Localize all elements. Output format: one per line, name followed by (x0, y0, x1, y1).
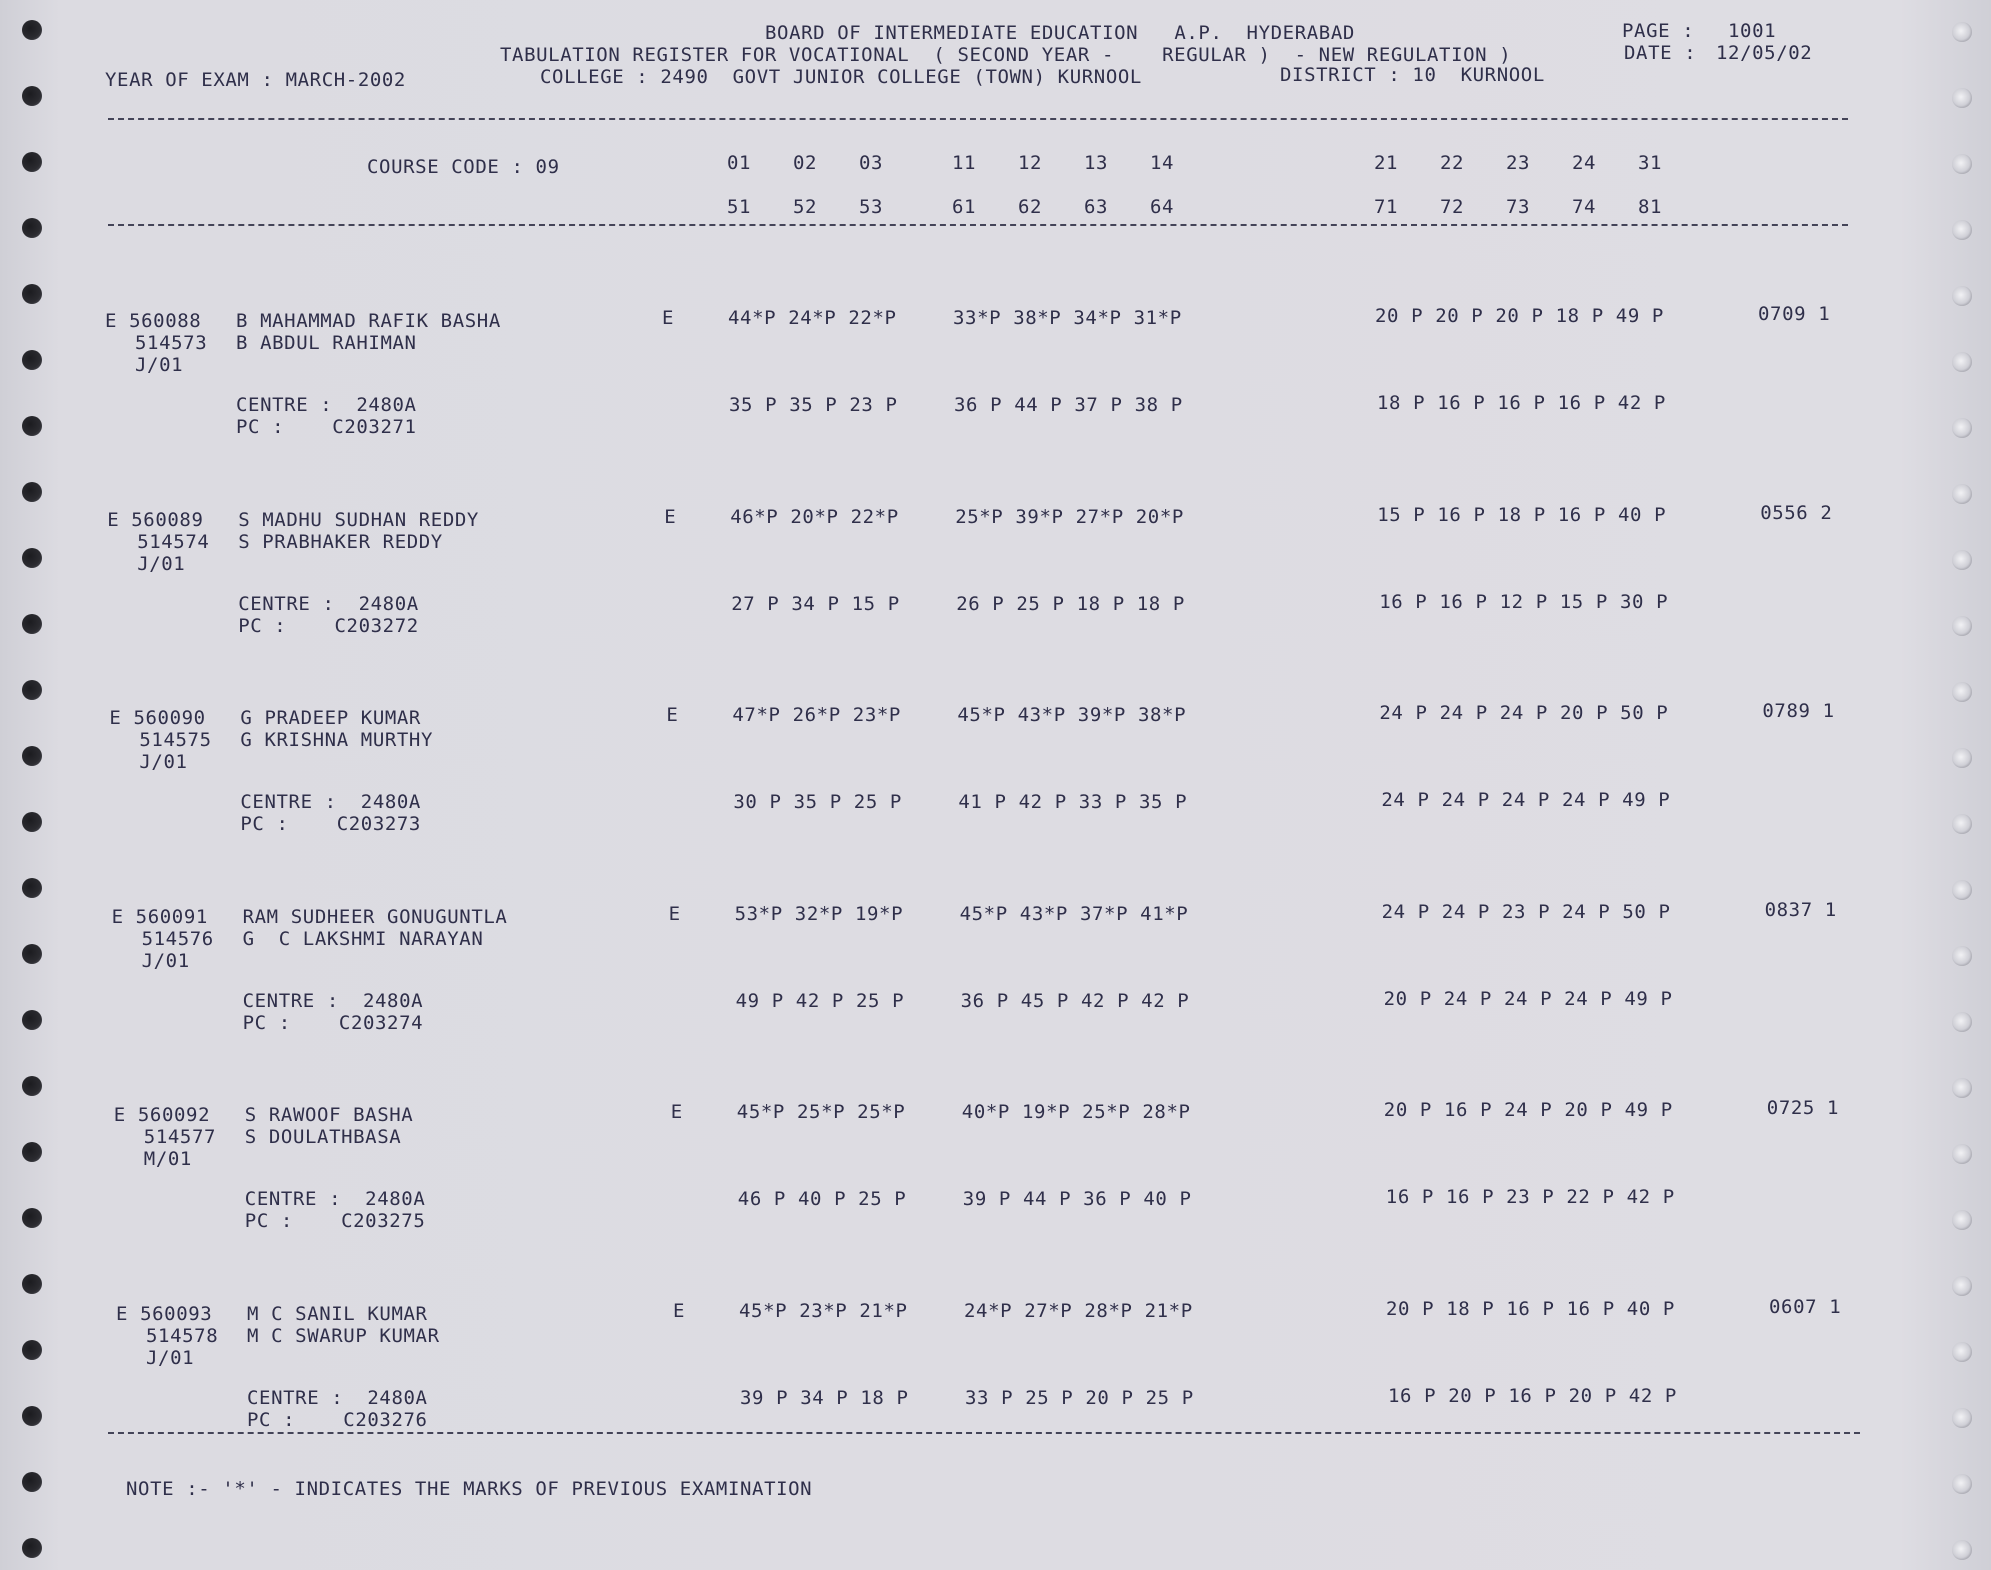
date-label: DATE : (1624, 42, 1697, 64)
subject-code: 61 (952, 196, 977, 218)
marks-part1-group-a: 53*P 32*P 19*P (734, 902, 904, 925)
pc-number: PC : C203274 (242, 1011, 424, 1034)
student-name: S MADHU SUDHAN REDDY (238, 508, 479, 531)
grand-total-and-result: 0607 1 (1769, 1295, 1842, 1318)
father-name: S DOULATHBASA (244, 1126, 402, 1148)
marks-part1-group-a: 44*P 24*P 22*P (728, 307, 897, 329)
subject-code: 31 (1638, 152, 1663, 174)
student-record (0, 1295, 1991, 1503)
subject-code: 52 (793, 196, 818, 218)
marks-part1-group-a: 47*P 26*P 23*P (732, 704, 901, 726)
header-divider-top (108, 118, 1848, 120)
feed-hole (1952, 22, 1972, 42)
feed-hole (22, 152, 42, 172)
group-code: J/01 (146, 1346, 195, 1369)
marks-part2-group-a: 46 P 40 P 25 P (737, 1188, 907, 1210)
subject-code: 81 (1638, 196, 1663, 218)
marks-part1-group-c: 20 P 20 P 20 P 18 P 49 P (1375, 305, 1664, 327)
marks-part1-group-a: 45*P 25*P 25*P (736, 1101, 906, 1123)
marks-part1-group-a: 46*P 20*P 22*P (730, 505, 899, 528)
pc-number: PC : C203273 (240, 813, 421, 835)
registration-number: E 560091 (111, 905, 208, 928)
student-record (0, 700, 1991, 907)
marks-part2-group-c: 16 P 20 P 16 P 20 P 42 P (1388, 1384, 1677, 1407)
marks-part1-group-c: 24 P 24 P 24 P 20 P 50 P (1379, 702, 1669, 724)
marks-part1-group-b: 24*P 27*P 28*P 21*P (964, 1299, 1193, 1322)
student-record (0, 501, 1991, 709)
registration-number: E 560089 (107, 508, 204, 531)
subject-code: 51 (727, 196, 752, 218)
student-record (0, 1097, 1991, 1304)
board-title: BOARD OF INTERMEDIATE EDUCATION A.P. HYDERABAD (765, 22, 1355, 44)
marks-part1-group-b: 45*P 43*P 39*P 38*P (957, 704, 1187, 726)
exam-centre: CENTRE : 2480A (242, 989, 424, 1012)
feed-hole (22, 20, 42, 40)
subject-code: 02 (793, 152, 818, 174)
student-name: M C SANIL KUMAR (247, 1302, 428, 1325)
subject-code: 73 (1506, 196, 1531, 218)
father-name: G C LAKSHMI NARAYAN (242, 927, 484, 950)
marks-part1-group-c: 15 P 16 P 18 P 16 P 40 P (1377, 503, 1667, 526)
feed-hole (22, 218, 42, 238)
registration-number: E 560093 (116, 1302, 213, 1325)
subject-code: 13 (1084, 152, 1109, 174)
group-code: J/01 (137, 552, 186, 575)
roll-number: 514578 (146, 1324, 219, 1347)
father-name: S PRABHAKER REDDY (238, 530, 443, 553)
feed-hole (22, 284, 42, 304)
marks-part2-group-b: 33 P 25 P 20 P 25 P (965, 1386, 1194, 1409)
student-name: G PRADEEP KUMAR (240, 707, 421, 729)
exam-centre: CENTRE : 2480A (236, 394, 417, 416)
student-name: RAM SUDHEER GONUGUNTLA (242, 905, 508, 928)
medium: E (670, 1101, 683, 1123)
grand-total-and-result: 0725 1 (1766, 1097, 1840, 1119)
page-number: 1001 (1728, 20, 1777, 42)
marks-part2-group-c: 16 P 16 P 12 P 15 P 30 P (1379, 590, 1669, 613)
marks-part1-group-b: 33*P 38*P 34*P 31*P (953, 307, 1182, 329)
college-info: COLLEGE : 2490 GOVT JUNIOR COLLEGE (TOWN) KURNOOL (540, 66, 1142, 88)
roll-number: 514573 (135, 332, 208, 354)
subject-code: 03 (859, 152, 884, 174)
footnote: NOTE :- '*' - INDICATES THE MARKS OF PREVIOUS EXAMINATION (126, 1478, 813, 1500)
subject-code: 24 (1572, 152, 1597, 174)
feed-hole (1952, 88, 1972, 108)
marks-part2-group-a: 49 P 42 P 25 P (735, 989, 905, 1012)
marks-part2-group-b: 41 P 42 P 33 P 35 P (958, 791, 1188, 813)
subject-code: 01 (727, 152, 752, 174)
exam-centre: CENTRE : 2480A (238, 592, 419, 615)
marks-part2-group-a: 35 P 35 P 23 P (729, 394, 898, 416)
marks-part1-group-b: 25*P 39*P 27*P 20*P (955, 505, 1184, 528)
registration-number: E 560092 (113, 1104, 211, 1126)
feed-hole (1952, 286, 1972, 306)
page-label: PAGE : (1622, 20, 1695, 42)
medium: E (673, 1299, 686, 1322)
subject-code: 11 (952, 152, 977, 174)
student-record (0, 303, 1991, 510)
registration-number: E 560090 (109, 707, 206, 729)
subject-code: 21 (1374, 152, 1399, 174)
marks-part2-group-c: 16 P 16 P 23 P 22 P 42 P (1385, 1186, 1675, 1208)
medium: E (664, 505, 677, 528)
father-name: B ABDUL RAHIMAN (236, 332, 417, 354)
father-name: G KRISHNA MURTHY (240, 729, 434, 751)
roll-number: 514574 (137, 530, 210, 553)
marks-part1-group-c: 24 P 24 P 23 P 24 P 50 P (1381, 900, 1671, 923)
marks-part2-group-a: 27 P 34 P 15 P (731, 592, 900, 615)
subject-code: 62 (1018, 196, 1043, 218)
pc-number: PC : C203272 (238, 614, 419, 637)
feed-hole (22, 86, 42, 106)
marks-part1-group-c: 20 P 16 P 24 P 20 P 49 P (1383, 1099, 1673, 1121)
grand-total-and-result: 0556 2 (1760, 501, 1833, 524)
marks-part2-group-b: 26 P 25 P 18 P 18 P (956, 592, 1185, 615)
marks-part2-group-c: 20 P 24 P 24 P 24 P 49 P (1383, 987, 1673, 1010)
footer-divider (108, 1432, 1860, 1434)
course-code: COURSE CODE : 09 (367, 156, 560, 178)
exam-centre: CENTRE : 2480A (240, 791, 421, 813)
pc-number: PC : C203271 (236, 416, 417, 438)
exam-centre: CENTRE : 2480A (247, 1386, 428, 1409)
marks-part2-group-b: 36 P 45 P 42 P 42 P (960, 989, 1190, 1012)
date-value: 12/05/02 (1716, 42, 1813, 64)
medium: E (668, 902, 681, 925)
student-record (0, 898, 1991, 1106)
subject-code: 72 (1440, 196, 1465, 218)
subject-code: 71 (1374, 196, 1399, 218)
student-name: B MAHAMMAD RAFIK BASHA (236, 310, 501, 332)
marks-part2-group-a: 39 P 34 P 18 P (740, 1386, 909, 1409)
marks-part2-group-c: 18 P 16 P 16 P 16 P 42 P (1377, 392, 1666, 414)
header-divider-bottom (108, 224, 1848, 226)
register-title: TABULATION REGISTER FOR VOCATIONAL ( SECOND YEAR - REGULAR ) - NEW REGULATION ) (500, 44, 1512, 66)
roll-number: 514576 (141, 927, 214, 950)
father-name: M C SWARUP KUMAR (247, 1324, 440, 1347)
group-code: J/01 (139, 751, 188, 773)
marks-part2-group-b: 36 P 44 P 37 P 38 P (954, 394, 1183, 416)
grand-total-and-result: 0709 1 (1758, 303, 1831, 325)
marks-part1-group-b: 45*P 43*P 37*P 41*P (959, 902, 1189, 925)
subject-code: 74 (1572, 196, 1597, 218)
feed-hole (1952, 1540, 1972, 1560)
pc-number: PC : C203275 (244, 1210, 426, 1232)
feed-hole (22, 1538, 42, 1558)
student-name: S RAWOOF BASHA (244, 1104, 414, 1126)
marks-part2-group-a: 30 P 35 P 25 P (733, 791, 902, 813)
district-info: DISTRICT : 10 KURNOOL (1280, 64, 1545, 86)
marks-part2-group-c: 24 P 24 P 24 P 24 P 49 P (1381, 789, 1671, 811)
subject-code: 53 (859, 196, 884, 218)
subject-code: 64 (1150, 196, 1175, 218)
marks-part1-group-a: 45*P 23*P 21*P (739, 1299, 908, 1322)
roll-number: 514577 (143, 1126, 217, 1148)
group-code: M/01 (143, 1148, 192, 1170)
feed-hole (1952, 220, 1972, 240)
grand-total-and-result: 0837 1 (1764, 898, 1837, 921)
group-code: J/01 (141, 949, 190, 972)
marks-part1-group-b: 40*P 19*P 25*P 28*P (961, 1101, 1191, 1123)
exam-centre: CENTRE : 2480A (244, 1188, 426, 1210)
marks-part1-group-c: 20 P 18 P 16 P 16 P 40 P (1386, 1297, 1675, 1320)
subject-code: 12 (1018, 152, 1043, 174)
medium: E (662, 307, 675, 329)
group-code: J/01 (135, 354, 184, 376)
feed-hole (1952, 154, 1972, 174)
medium: E (666, 704, 679, 726)
subject-code: 14 (1150, 152, 1175, 174)
subject-code: 22 (1440, 152, 1465, 174)
subject-code: 23 (1506, 152, 1531, 174)
subject-code: 63 (1084, 196, 1109, 218)
marks-part2-group-b: 39 P 44 P 36 P 40 P (962, 1188, 1192, 1210)
pc-number: PC : C203276 (247, 1408, 428, 1431)
year-of-exam: YEAR OF EXAM : MARCH-2002 (105, 69, 406, 91)
grand-total-and-result: 0789 1 (1762, 700, 1835, 722)
registration-number: E 560088 (105, 310, 202, 332)
roll-number: 514575 (139, 729, 212, 751)
